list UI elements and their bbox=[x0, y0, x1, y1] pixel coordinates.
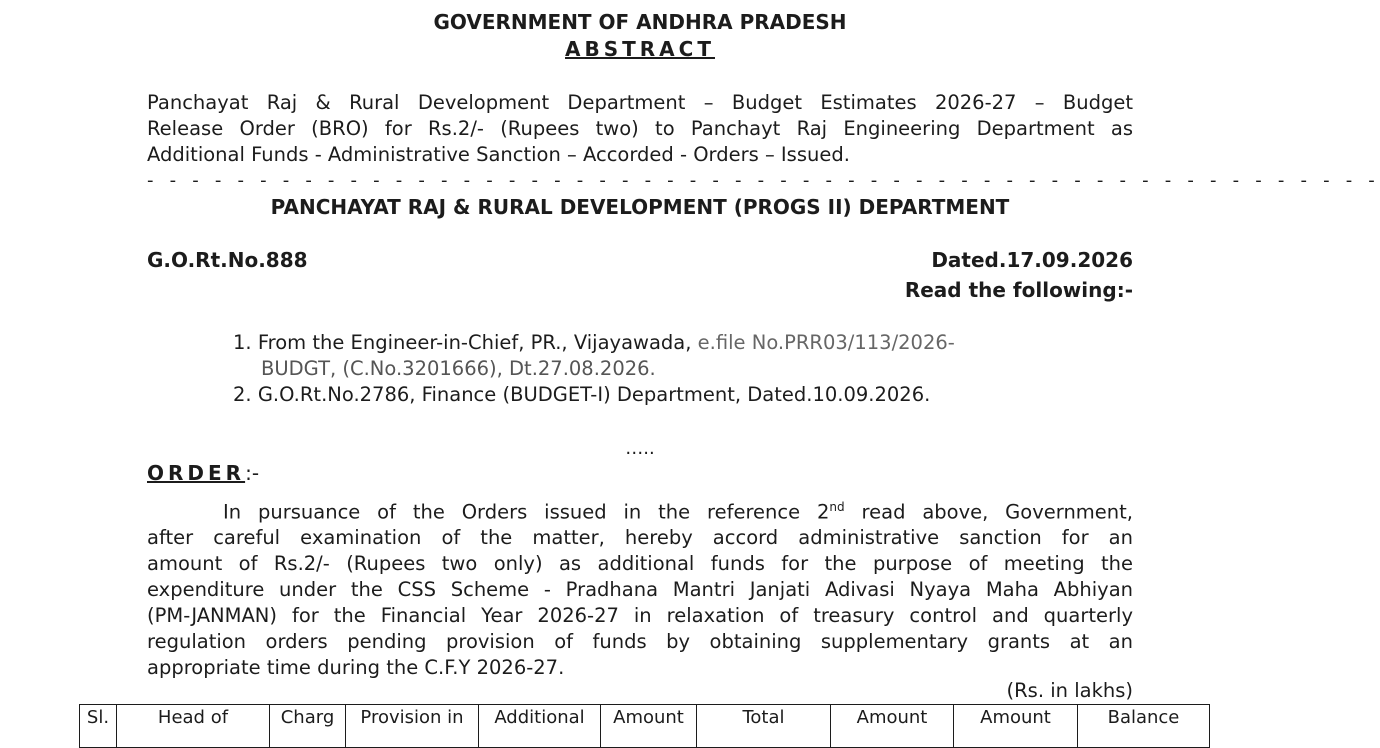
abstract-label: ABSTRACT bbox=[565, 37, 715, 61]
order-paragraph-line: after careful examination of the matter, hereby accord administrative sanction for an bbox=[147, 526, 1133, 549]
read-following-label: Read the following:- bbox=[904, 278, 1133, 302]
order-paragraph-line: (PM-JANMAN) for the Financial Year 2026-27 in relaxation of treasury control and quarterly bbox=[147, 604, 1133, 627]
table-header-row bbox=[80, 705, 1210, 748]
column-header: Balance bbox=[1078, 705, 1210, 748]
dashed-separator: - - - - - - - - - - - - - - - - - - - - - - - - - - - - - - - - - - - - - - - - - - - - - - - - - - - - - - - bbox=[147, 170, 1380, 191]
order-paragraph-line: regulation orders pending provision of funds by obtaining supplementary grants at an bbox=[147, 630, 1133, 653]
column-header: Provision in bbox=[346, 705, 479, 748]
reference-1-continued: BUDGT, (C.No.3201666), Dt.27.08.2026. bbox=[261, 357, 656, 380]
order-text: read above, Government, bbox=[844, 500, 1133, 524]
order-paragraph-line: amount of Rs.2/- (Rupees two only) as additional funds for the purpose of meeting the bbox=[147, 552, 1133, 575]
order-text: In pursuance of the Orders issued in the reference 2 bbox=[223, 500, 830, 524]
budget-table bbox=[79, 704, 1210, 748]
order-paragraph-line bbox=[223, 500, 1133, 524]
column-header: Total bbox=[697, 705, 831, 748]
order-paragraph-line: expenditure under the CSS Scheme - Pradhana Mantri Janjati Adivasi Nyaya Maha Abhiyan bbox=[147, 578, 1133, 601]
subject-line-3: Additional Funds - Administrative Sanction – Accorded - Orders – Issued. bbox=[147, 143, 850, 166]
column-header: Sl. bbox=[80, 705, 117, 748]
reference-number: 1. bbox=[233, 331, 252, 354]
department-heading: PANCHAYAT RAJ & RURAL DEVELOPMENT (PROGS II) DEPARTMENT bbox=[270, 195, 1010, 219]
order-date: Dated.17.09.2026 bbox=[931, 248, 1133, 272]
reference-1 bbox=[233, 331, 955, 354]
column-header: Amount bbox=[954, 705, 1078, 748]
column-header: Head of bbox=[117, 705, 270, 748]
subject-line-2: Release Order (BRO) for Rs.2/- (Rupees two) to Panchayt Raj Engineering Department as bbox=[147, 117, 1133, 140]
order-paragraph-last-line: appropriate time during the C.F.Y 2026-27. bbox=[147, 656, 565, 679]
abstract-heading bbox=[0, 37, 1280, 61]
go-number: G.O.Rt.No.888 bbox=[147, 248, 308, 272]
ordinal-suffix: nd bbox=[829, 500, 845, 514]
reference-efile: e.file No.PRR03/113/2026- bbox=[697, 331, 955, 354]
column-header: Additional bbox=[479, 705, 601, 748]
order-suffix: :- bbox=[245, 461, 260, 485]
reference-text: From the Engineer-in-Chief, PR., Vijayawada, bbox=[257, 331, 698, 354]
column-header: Amount bbox=[831, 705, 954, 748]
reference-number: 2. bbox=[233, 383, 252, 406]
reference-2 bbox=[233, 383, 930, 406]
ellipsis-separator: ….. bbox=[625, 438, 655, 459]
government-title: GOVERNMENT OF ANDHRA PRADESH bbox=[433, 10, 847, 34]
order-label: ORDER bbox=[147, 461, 246, 485]
column-header: Amount bbox=[601, 705, 697, 748]
units-note: (Rs. in lakhs) bbox=[1006, 679, 1133, 702]
reference-text: G.O.Rt.No.2786, Finance (BUDGET-I) Department, Dated.10.09.2026. bbox=[257, 383, 931, 406]
order-heading bbox=[147, 461, 259, 485]
column-header: Charg bbox=[270, 705, 346, 748]
subject-line-1: Panchayat Raj & Rural Development Department – Budget Estimates 2026-27 – Budget bbox=[147, 91, 1133, 114]
